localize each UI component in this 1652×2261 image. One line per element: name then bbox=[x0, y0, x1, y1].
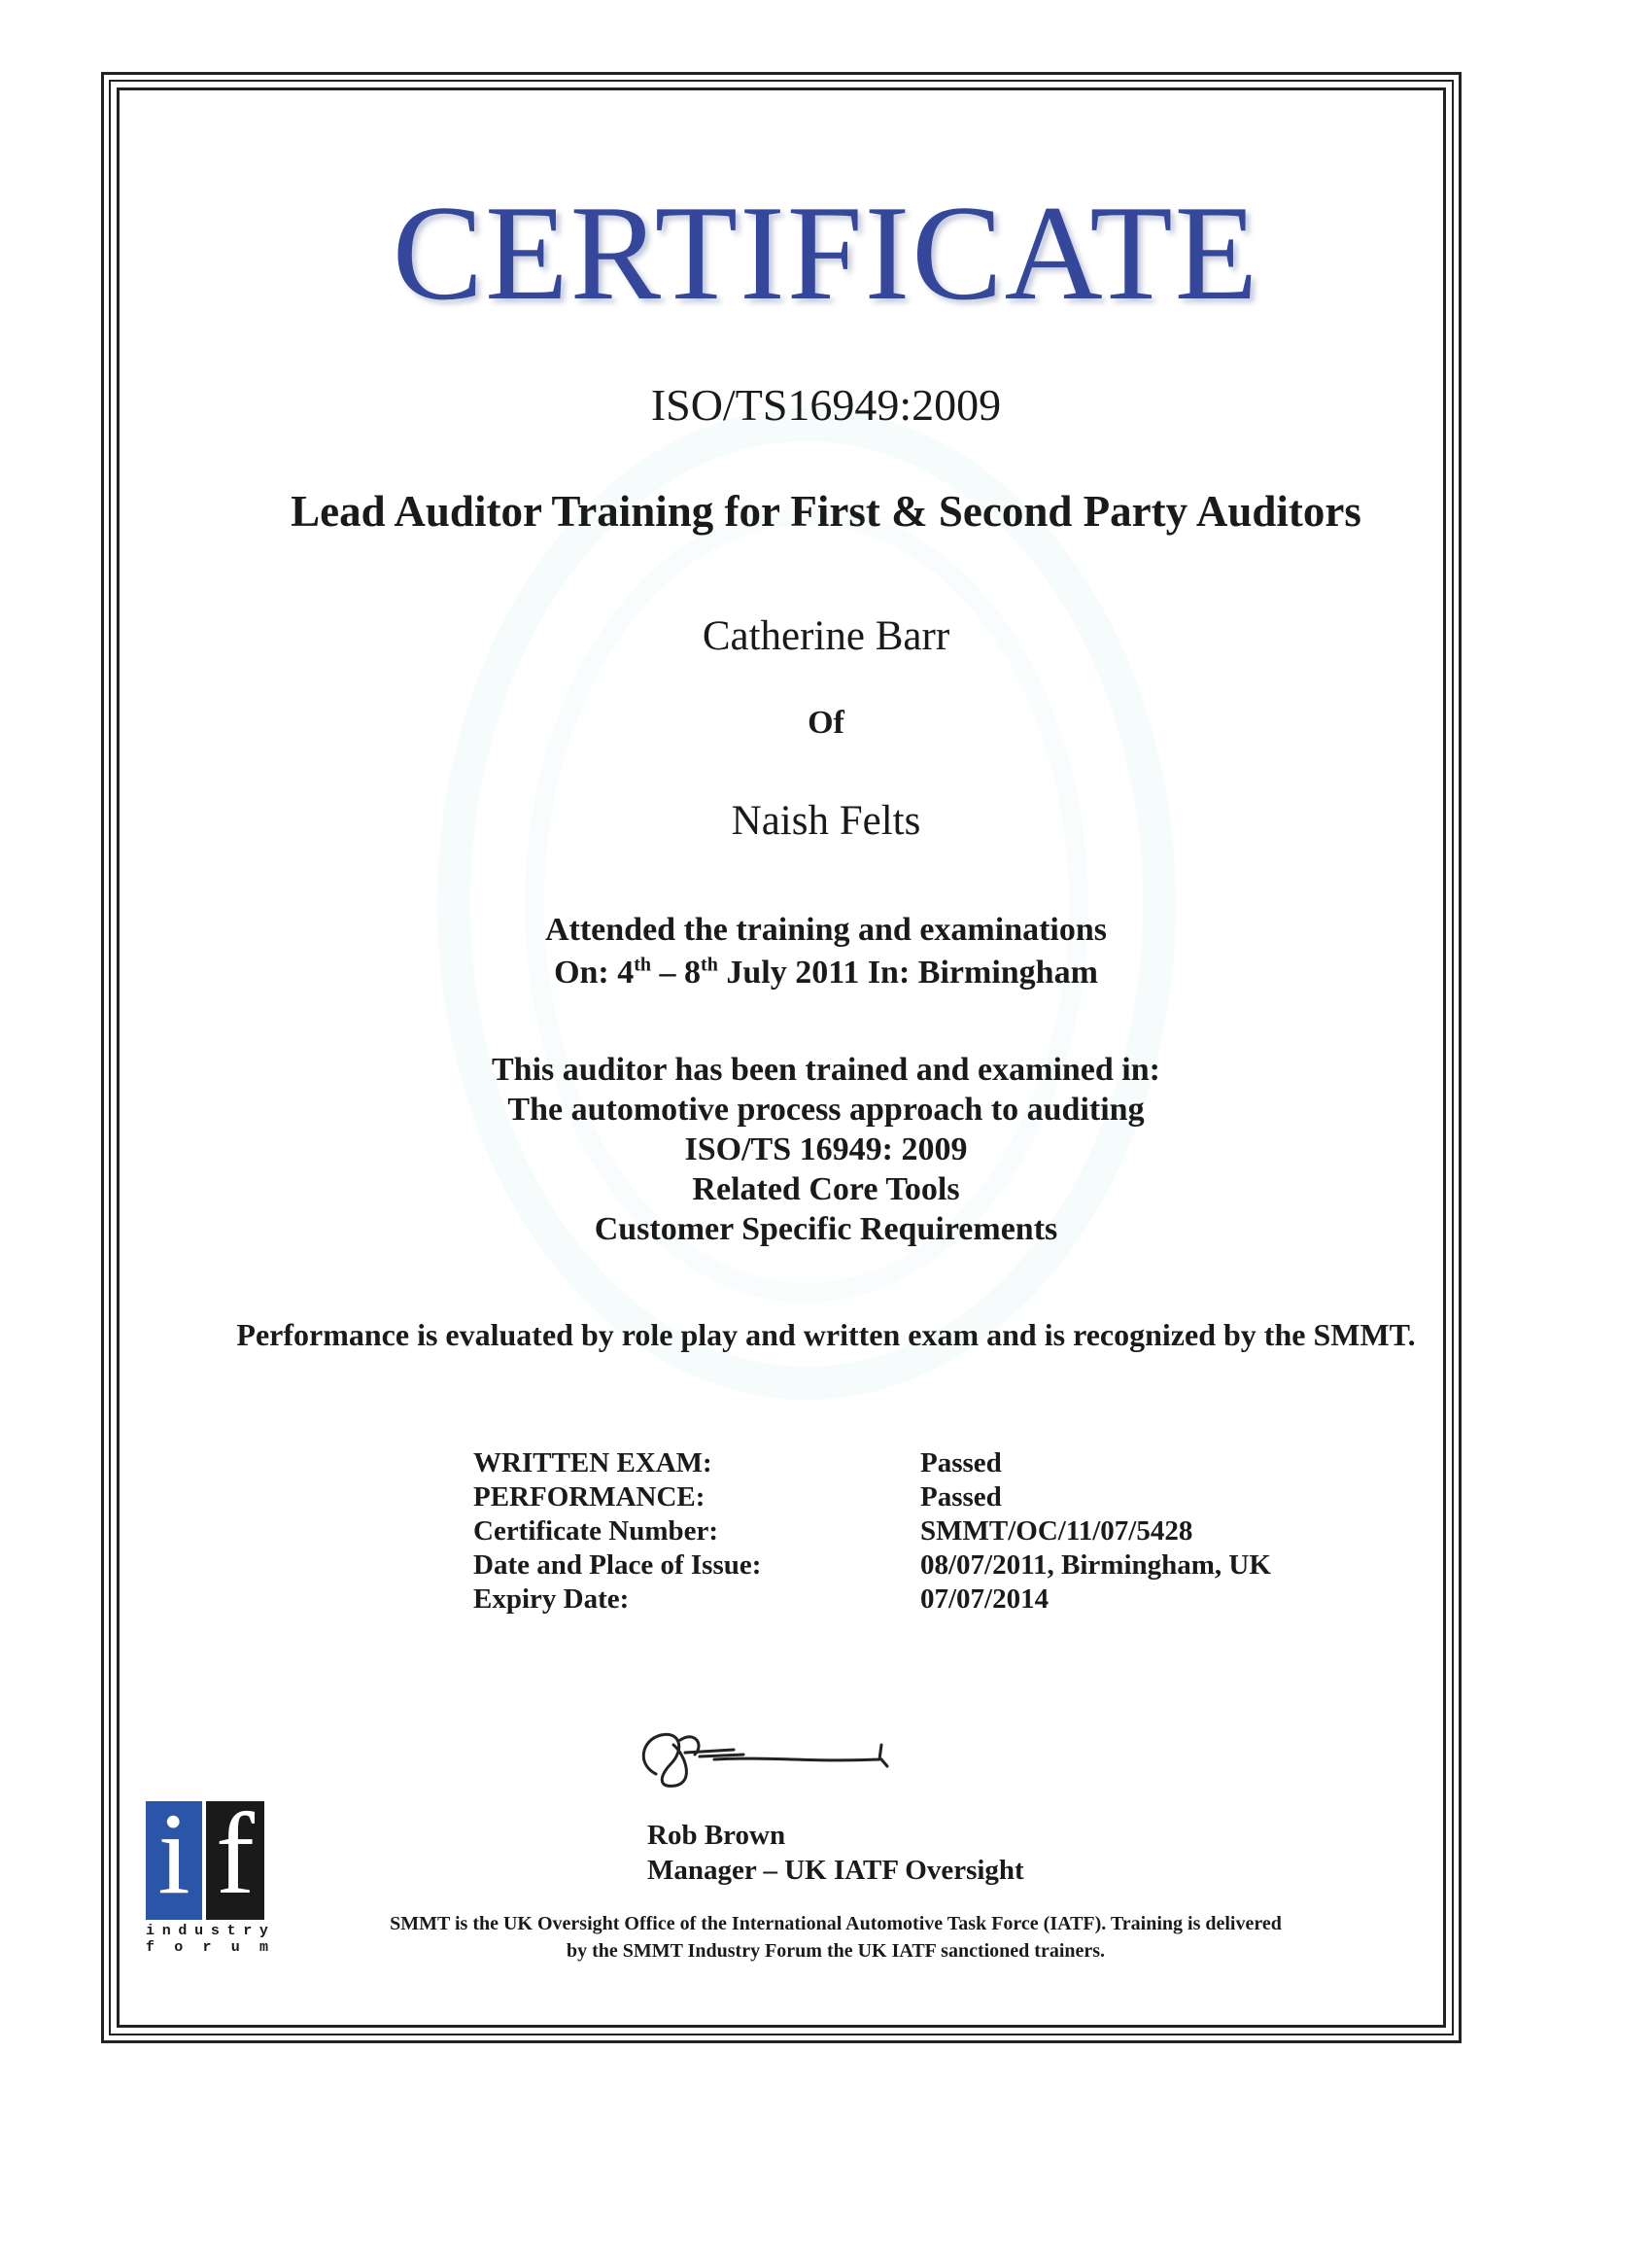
standard-code: ISO/TS16949:2009 bbox=[650, 380, 1002, 430]
trained-line: The automotive process approach to auditing bbox=[507, 1092, 1145, 1128]
dates-start-suffix: th bbox=[634, 954, 652, 976]
logo-letter: u bbox=[194, 1923, 204, 1939]
footer-line: by the SMMT Industry Forum the UK IATF sanctioned trainers. bbox=[566, 1940, 1106, 1962]
recipient-name: Catherine Barr bbox=[702, 613, 950, 659]
dates-end-suffix: th bbox=[701, 954, 718, 976]
course-title: Lead Auditor Training for First & Second Party Auditors bbox=[291, 487, 1361, 536]
signatory-role: Manager – UK IATF Oversight bbox=[647, 1855, 1024, 1886]
result-label: WRITTEN EXAM: bbox=[473, 1447, 712, 1478]
logo-letter: m bbox=[258, 1939, 268, 1956]
result-value: 07/07/2014 bbox=[920, 1583, 1050, 1615]
logo-letter: r bbox=[243, 1923, 253, 1939]
logo-letter: t bbox=[226, 1923, 236, 1939]
industry-forum-logo bbox=[146, 1789, 264, 1920]
result-value: 08/07/2011, Birmingham, UK bbox=[920, 1549, 1271, 1581]
logo-letter: n bbox=[161, 1923, 171, 1939]
signature-image bbox=[627, 1706, 918, 1803]
result-value: SMMT/OC/11/07/5428 bbox=[920, 1515, 1193, 1547]
performance-statement: Performance is evaluated by role play and written exam and is recognized by the SMMT. bbox=[236, 1317, 1416, 1352]
dates-rest: July 2011 In: Birmingham bbox=[717, 955, 1098, 991]
trained-line: This auditor has been trained and examined in: bbox=[491, 1052, 1160, 1088]
result-label: Certificate Number: bbox=[473, 1515, 719, 1547]
result-row bbox=[473, 1480, 1271, 1514]
logo-letter: y bbox=[258, 1923, 268, 1939]
result-label: Date and Place of Issue: bbox=[473, 1549, 762, 1581]
certificate-title: CERTIFICATE bbox=[392, 178, 1260, 329]
result-value: Passed bbox=[920, 1447, 1002, 1478]
logo-letter: u bbox=[230, 1939, 240, 1956]
logo-word-industry bbox=[146, 1923, 268, 1939]
footer-note bbox=[292, 1910, 1380, 1965]
logo-word-forum bbox=[146, 1939, 268, 1956]
logo-letter-f: f bbox=[216, 1789, 255, 1918]
logo-letter: r bbox=[202, 1939, 212, 1956]
result-row bbox=[473, 1446, 1271, 1480]
results-table bbox=[473, 1446, 1271, 1617]
result-row bbox=[473, 1583, 1271, 1617]
result-row bbox=[473, 1514, 1271, 1548]
dates-dash: – 8 bbox=[651, 955, 702, 991]
trained-block bbox=[0, 1050, 1652, 1249]
dates-line bbox=[0, 952, 1652, 994]
signatory-name: Rob Brown bbox=[647, 1820, 786, 1851]
result-label: PERFORMANCE: bbox=[473, 1481, 706, 1513]
signatory-block bbox=[647, 1818, 1024, 1888]
logo-letter-i: i bbox=[157, 1789, 190, 1918]
footer-line: SMMT is the UK Oversight Office of the International Automotive Task Force (IATF). Training is delivered bbox=[390, 1913, 1282, 1934]
attendance-block bbox=[0, 909, 1652, 994]
result-row bbox=[473, 1548, 1271, 1583]
result-label: Expiry Date: bbox=[473, 1583, 630, 1615]
logo-letter: f bbox=[146, 1939, 155, 1956]
logo-wordmark bbox=[146, 1923, 268, 1956]
logo-letter: i bbox=[146, 1923, 155, 1939]
company-name: Naish Felts bbox=[731, 798, 921, 844]
logo-letter: s bbox=[210, 1923, 220, 1939]
logo-letter: o bbox=[174, 1939, 184, 1956]
trained-line: Customer Specific Requirements bbox=[594, 1211, 1058, 1247]
attended-line: Attended the training and examinations bbox=[544, 912, 1108, 948]
result-value: Passed bbox=[920, 1481, 1002, 1513]
dates-on: On: 4 bbox=[554, 955, 635, 991]
trained-line: Related Core Tools bbox=[692, 1171, 960, 1207]
logo-letter: d bbox=[178, 1923, 188, 1939]
of-label: Of bbox=[808, 705, 844, 741]
trained-line: ISO/TS 16949: 2009 bbox=[684, 1131, 968, 1167]
